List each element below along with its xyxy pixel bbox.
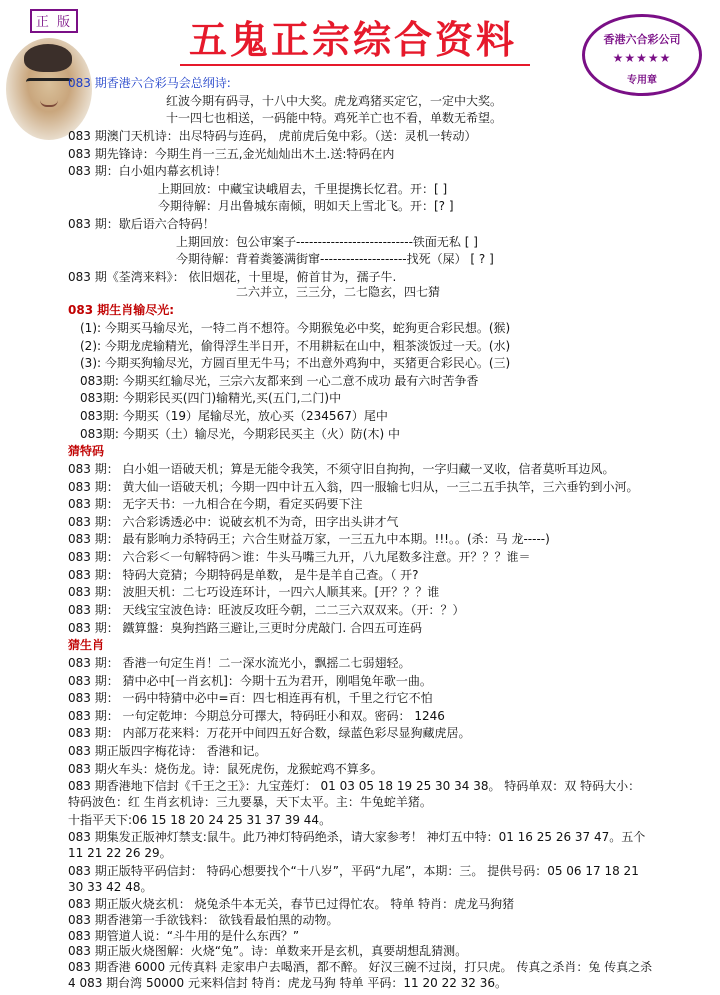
text-line: 红波今期有码寻，十八中大奖。虎龙鸡猪买定它，一定中大奖。 (166, 94, 503, 108)
text-line: (2): 今期龙虎输精光，偷得浮生半日开，不用耕耘在山中，粗茶淡饭过一天。(水) (80, 339, 511, 353)
text-line: 083期: 今期买（19）尾输尽光，放心买（234567）尾中 (80, 409, 388, 423)
text-line: 今期待解：月出鲁城东南倾，明如天上雪北飞。开：[? ] (158, 199, 454, 213)
page-title: 五鬼正宗综合资料 (188, 17, 517, 62)
seal-bottom-text: 专用章 (627, 75, 657, 86)
official-seal (582, 14, 702, 96)
text-line: 083 期： 黄大仙一语破天机；今期一四中计五入翁，四一服输七归从，一三二五手执竿，三六垂钓到小河。 (68, 480, 639, 494)
text-line: 083 期：白小姐内幕玄机诗！ (68, 164, 227, 178)
text-line: 083 期： 一句定乾坤：今期总分可擇大，特码旺小和双。密码： 1246 (68, 709, 445, 723)
text-line: 083 期： 六合彩诱透必中：说破玄机不为奇，田字出头讲才气 (68, 515, 399, 529)
text-line: 上期回放：包公审案子---------------------------铁面无私 [ ] (176, 235, 478, 249)
text-line: 083 期正版四字梅花诗： 香港和记。 (68, 744, 267, 758)
text-line: 083 期： 六合彩＜一句解特码＞谁：牛头马嘴三九开，八九尾数多注意。开？？？谁＝ (68, 550, 531, 564)
text-line: 083 期： 内部万花来料：万花开中间四五好合数，绿蓝色彩尽显狗藏虎居。 (68, 726, 471, 740)
title-underline (180, 64, 530, 66)
text-line: 083 期集发正版神灯禁支:鼠牛。此乃神灯特码绝杀，请大家参考！ 神灯五中特：01 16 25 26 37 47。五个 (68, 830, 646, 844)
text-line: 083 期： 猜中必中[一肖玄机]：今期十五为君开，刚唱兔年歌一曲。 (68, 674, 432, 688)
text-line: 083 期：歇后语六合特码！ (68, 217, 215, 231)
text-line: 4 083 期台湾 50000 元来料信封 特肖：虎龙马狗 特单 平码：11 20 22 32 36。 (68, 976, 508, 990)
text-line: 猜特码 (68, 444, 105, 458)
text-line: (3): 今期买狗输尽光，方圆百里无牛马；不出意外鸡狗中，买猪更合彩民心。(三) (80, 356, 511, 370)
text-line: 083 期： 天线宝宝波色诗：旺波反攻旺今朝，二二三六双双来。（开：？） (68, 603, 465, 617)
text-line: 083 期《荃湾来料》： 依旧烟花，十里堤，俯首甘为，孺子牛. (68, 270, 397, 284)
text-line: 083 期： 香港一句定生肖！二一深水流光小，飘摇二七弱翅轻。 (68, 656, 411, 670)
text-line: 083 期澳门天机诗：出尽特码与连码， 虎前虎后兔中彩。（送：灵机一转动） (68, 129, 477, 143)
text-line: 083 期管道人说：“斗牛用的是什么东西？” (68, 929, 300, 943)
text-line: 上期回放：中藏宝诀峨眉去，千里提携长忆君。开：[ ] (158, 182, 448, 196)
text-line: 083 期正版火烧图解：火烧“兔”。诗：单数来开是玄机，真要胡想乱猜测。 (68, 944, 468, 958)
text-line: 083 期香港六合彩马会总纲诗: (68, 76, 231, 90)
text-line: 083 期： 最有影响力杀特码王；六合生财益万家，一三五九中本期。!!!。。(杀：马 龙-----) (68, 532, 550, 546)
text-line: 083 期正版火烧玄机： 烧兔杀牛本无关，春节已过得忙农。 特单 特肖：虎龙马狗猪 (68, 897, 515, 911)
text-line: 猜生肖 (68, 638, 105, 652)
text-line: 30 33 42 48。 (68, 880, 153, 894)
text-line: 083 期正版特平码信封： 特码心想要找个“十八岁”，平码“九尾”，本期：三。 提供号码：05 06 17 18 21 (68, 864, 639, 878)
authentic-badge: 正 版 (30, 9, 78, 33)
text-line: 083期: 今期彩民买(四门)输精光,买(五门,二门)中 (80, 391, 342, 405)
text-line: 083 期： 无字天书：一九相合在今期，看定买码要下注 (68, 497, 363, 511)
text-line: 083 期： 一码中特猜中必中=百：四七相连再有机，千里之行它不怕 (68, 691, 433, 705)
text-line: (1): 今期买马输尽光，一特二肖不想符。今期猴兔必中奖，蛇狗更合彩民想。(猴) (80, 321, 511, 335)
text-line: 083 期火车头：烧伤龙。诗：鼠死虎伤，龙猴蛇鸡不算多。 (68, 762, 383, 776)
text-line: 083 期香港第一手欲钱料： 欲钱看最怕黑的动物。 (68, 913, 339, 927)
text-line: 083 期生肖输尽光: (68, 303, 175, 317)
text-line: 083 期： 鐵算盤：臭狗挡路三避让,三更时分虎敲门. 合四五可连码 (68, 621, 422, 635)
text-line: 特码波色：红 生肖玄机诗：三九要暴，天下太平。主：牛兔蛇羊猪。 (68, 795, 432, 809)
text-line: 083 期： 波胆天机：二七巧设连环计，一四六人顺其来。[开？？？谁 (68, 585, 440, 599)
seal-arc-text: 香港六合彩公司 (603, 33, 681, 46)
text-line: 十一四七也相送，一码能中特。鸡死羊亡也不看，单数无希望。 (166, 111, 503, 125)
text-line: 083 期： 白小姐一语破天机；算是无能令我笑，不须守旧自拘拘，一字归藏一叉收，信者莫听耳边风。 (68, 462, 615, 476)
text-line: 083 期香港地下信封《千王之王》：九宝莲灯： 01 03 05 18 19 25 30 34 38。 特码单双：双 特码大小： (68, 779, 641, 793)
text-line: 083 期先锋诗：今期生肖一三五,金光灿灿出木土.送:特码在内 (68, 147, 395, 161)
text-line: 083期: 今期买（土）输尽光，今期彩民买主（火）防(木) 中 (80, 427, 400, 441)
text-line: 083期: 今期买红输尽光，三宗六友都来到 一心二意不成功 最有六时苦争香 (80, 374, 479, 388)
text-line: 083 期： 特码大竞猜；今期特码是单数， 是牛是羊自己查。（ 开? (68, 568, 419, 582)
text-line: 二六并立，三三分，二七隐玄，四七猜 (236, 285, 441, 299)
text-line: 今期待解：背着粪篓满街窜--------------------找死（屎） [ ? ] (176, 252, 494, 266)
text-line: 十指平天下:06 15 18 20 24 25 31 37 39 44。 (68, 813, 332, 827)
text-line: 083 期香港 6000 元传真料 走家串户去喝酒，都不醉。 好汉三碗不过岗，打只虎。 传真之杀肖：兔 传真之杀 (68, 960, 653, 974)
text-line: 11 21 22 26 29。 (68, 846, 172, 860)
seal-stars: ★★★★★ (612, 51, 672, 65)
